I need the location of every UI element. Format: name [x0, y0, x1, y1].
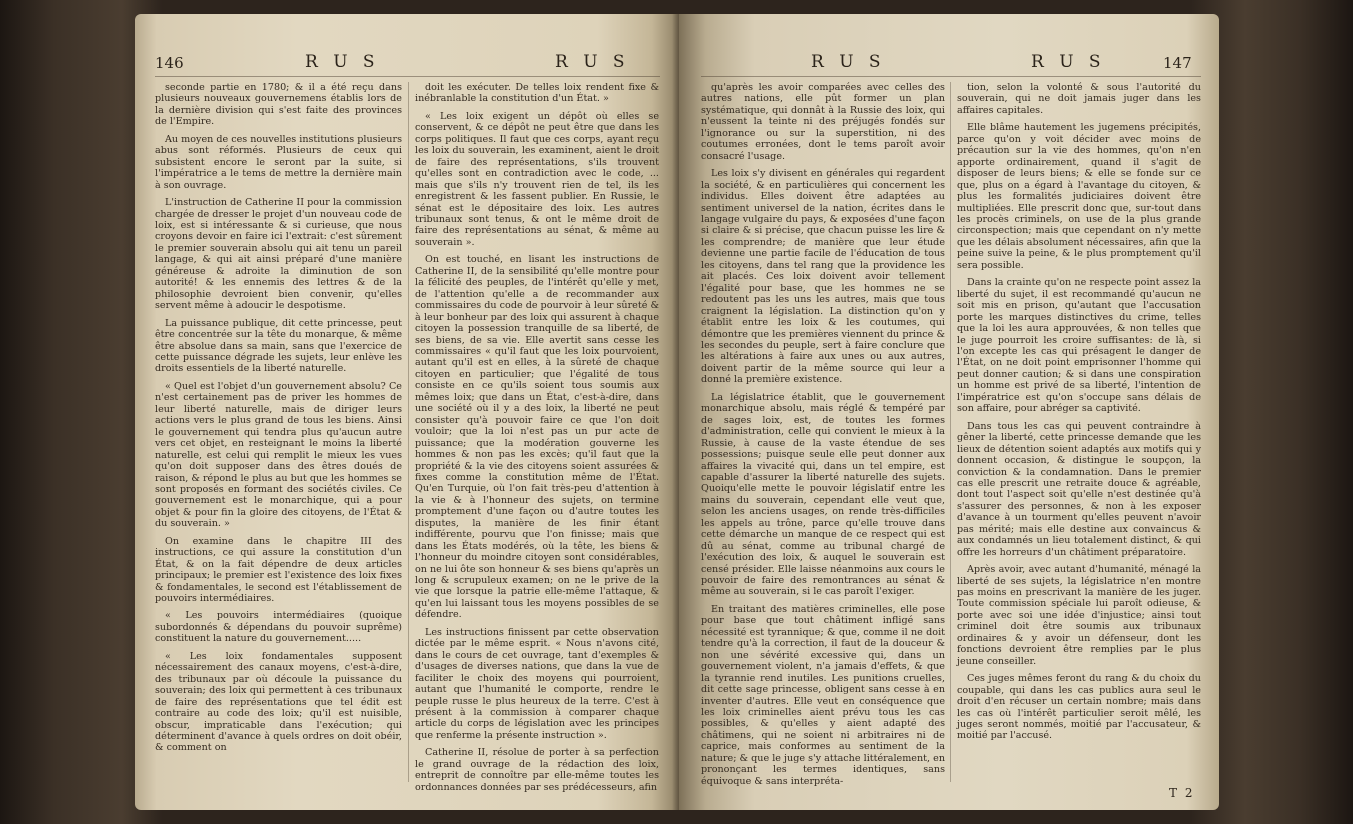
paragraph: En traitant des matières criminelles, elle pose pour base que tout châtiment infligé sans nécessité est tyrannique; & que, comme il ne doit tendre qu'à la correction, il faut de la douceur & non une sévérité excessive qui, dans un gouvernement violent, n'a jamais d'effets, & que la tyrannie rend inutiles. Les punitions cruelles, dit cette sage princesse, obligent sans cesse à en inventer d'autres. Elle veut en conséquence que les loix criminelles aient prévu tous les cas possibles, & qu'elles y aient adapté des châtimens, qui ne soient ni arbitraires ni de caprice, mais conformes au sentiment de la nature; & que le juge s'y attache littéralement, en prononçant les termes identiques, sans équivoque & sans interpréta-: [701, 603, 945, 787]
page-number: 146: [155, 54, 184, 72]
paragraph: « Quel est l'objet d'un gouvernement absolu? Ce n'est certainement pas de priver les hommes de leur liberté naturelle, mais de diriger leurs actions vers le plus grand de tous les biens. Ainsi le gouvernement qui tendra plus qu'aucun autre vers cet objet, en resteignant le moins la liberté naturelle, est celui qui remplit le mieux les vues qu'on doit supposer dans des êtres doués de raison, & répond le plus au but que les hommes se sont proposés en formant des sociétés civiles. Ce gouvernement est le monarchique, qui a pour objet & pour fin la gloire des citoyens, de l'État & du souverain. »: [155, 380, 402, 530]
paragraph: tion, selon la volonté & sous l'autorité du souverain, qui ne doit jamais juger dans les affaires capitales.: [957, 82, 1201, 116]
running-head: R U S: [305, 52, 380, 72]
running-head: R U S: [555, 52, 630, 72]
running-head: R U S: [1031, 52, 1106, 72]
paragraph: doit les exécuter. De telles loix rendent fixe & inébranlable la constitution d'un État. »: [415, 82, 659, 105]
paragraph: On examine dans le chapitre III des instructions, ce qui assure la constitution d'un État, & on la fait dépendre de deux articles principaux; le premier est l'existence des loix fixes & fondamentales, le second est l'établissement de pouvoirs intermédiaires.: [155, 535, 402, 605]
right-page-header: [701, 52, 1201, 76]
paragraph: La législatrice établit, que le gouvernement monarchique absolu, mais réglé & tempéré par de sages loix, est, de toutes les formes d'administration, celle qui convient le mieux à la Russie, à cause de la vaste étendue de ses possessions; puisque seule elle peut donner aux affaires la vivacité qui, dans un tel empire, est capable d'assurer la liberté naturelle des sujets. Quoiqu'elle mette le pouvoir législatif entre les mains du souverain, cependant elle veut que, selon les anciens usages, on rende très-difficiles les appels au trône, parce qu'elle trouve dans cette démarche un manque de ce respect qui est dû au sénat, comme au tribunal chargé de l'exécution des loix, & auquel le souverain est censé présider. Elle laisse néanmoins aux cours le pouvoir de faire des remontrances au sénat & même au souverain, si le cas paroît l'exiger.: [701, 391, 945, 598]
paragraph: L'instruction de Catherine II pour la commission chargée de dresser le projet d'un nouveau code de loix, est si intéressante & si curieuse, que nous croyons devoir en faire ici l'extrait: c'est sûrement le premier souverain absolu qui ait tenu un pareil langage, & qui ait ainsi préparé d'une manière généreuse & adroite la diminution de son autorité! & les ennemis des lettres & de la philosophie devroient bien convenir, qu'elles servent même à adoucir le despotisme.: [155, 197, 402, 312]
paragraph: Ces juges mêmes feront du rang & du choix du coupable, qui dans les cas publics aura seul le droit d'en récuser un certain nombre; mais dans les cas où l'intérêt particulier seroit mêlé, les juges seront nommés, moitié par l'accusateur, & moitié par l'accusé.: [957, 673, 1201, 742]
paragraph: qu'après les avoir comparées avec celles des autres nations, elle pût former un plan systématique, qui donnât à la Russie des loix, qui n'eussent la teinte ni des préjugés fondés sur l'ignorance ou sur la superstition, ni des coutumes erronées, dont le tems paroît avoir consacré l'usage.: [701, 82, 945, 162]
right-column-1: [701, 82, 945, 793]
right-column-2: [957, 82, 1201, 748]
paragraph: On est touché, en lisant les instructions de Catherine II, de la sensibilité qu'elle montre pour la félicité des peuples, de l'intérêt qu'elle y met, de l'attention qu'elle a de recommander aux commissaires du code de pourvoir à leur sûreté & à leur bonheur par des loix qui assurent à chaque citoyen la possession tranquille de sa liberté, de ses biens, de sa vie. Elle avertit sans cesse les commissaires « qu'il faut que les loix pourvoient, autant qu'il est en elles, à la sûreté de chaque citoyen en particulier; que l'égalité de tous consiste en ce qu'ils soient tous soumis aux mêmes loix; que dans un État, c'est-à-dire, dans une société où il y a des loix, la liberté ne peut consister qu'à pouvoir faire ce que l'on doit vouloir; que la loi n'est pas un pur acte de puissance; que la modération gouverne les hommes & non pas les excès; qu'il faut que la propriété & la vie des citoyens soient assurées & fixes comme la constitution même de l'État. Qu'en Turquie, où l'on fait très-peu d'attention à la vie & à l'honneur des sujets, on termine promptement d'une façon ou d'autre toutes les disputes, la manière de les finir étant indifférente, pourvu que l'on finisse; mais que dans les États modérés, où la tête, les biens & l'honneur du moindre citoyen sont considérables, on ne lui ôte son honneur & ses biens qu'après un long & scrupuleux examen; on ne le prive de la vie que lorsque la patrie elle-même l'attaque, & qu'en lui laissant tous les moyens possibles de se défendre.: [415, 254, 659, 621]
signature-mark: T 2: [1169, 786, 1195, 800]
right-page: [679, 14, 1219, 810]
left-column-1: [155, 82, 402, 760]
paragraph: « Les loix fondamentales supposent nécessairement des canaux moyens, c'est-à-dire, des tribunaux par où découle la puissance du souverain; des loix qui permettent à ces tribunaux de faire des représentations que tel édit est contraire au code des loix; qu'il est nuisible, obscur, impraticable dans l'exécution; qui déterminent d'avance à quels ordres on doit obéir, & comment on: [155, 650, 402, 754]
page-number: 147: [1163, 54, 1192, 72]
paragraph: Les instructions finissent par cette observation dictée par le même esprit. « Nous n'avons cité, dans le cours de cet ouvrage, tant d'exemples & d'usages de diverses nations, que dans la vue de faciliter le choix des moyens qui pourroient, autant que l'humanité le comporte, rendre le peuple russe le plus heureux de la terre. C'est à présent à la commission à comparer chaque article du corps de législation avec les principes que renferme la présente instruction ».: [415, 626, 659, 741]
paragraph: Après avoir, avec autant d'humanité, ménagé la liberté de ses sujets, la législatrice n'en montre pas moins en prescrivant la manière de les juger. Toute commission spéciale lui paroît odieuse, & porte avec soi une idée d'injustice; ainsi tout criminel doit être soumis aux tribunaux ordinaires & y avoir un défenseur, dont les fonctions devroient être remplies par le plus jeune conseiller.: [957, 564, 1201, 667]
header-rule: [701, 76, 1201, 77]
paragraph: « Les loix exigent un dépôt où elles se conservent, & ce dépôt ne peut être que dans les corps politiques. Il faut que ces corps, ayant reçu les loix du souverain, les examinent, aient le droit de faire des représentations, s'ils trouvent qu'elles sont en contradiction avec le code, ... mais que s'ils n'y trouvent rien de tel, ils les enregistrent & les fassent publier. En Russie, le sénat est le dépositaire des loix. Les autres tribunaux sont tenus, & ont le même droit de faire des représentations au sénat, & même au souverain ».: [415, 110, 659, 248]
paragraph: Catherine II, résolue de porter à sa perfection le grand ouvrage de la rédaction des loix, entreprit de connoître par elle-même toutes les ordonnances données par ses prédécesseurs, afin: [415, 747, 659, 793]
paragraph: Elle blâme hautement les jugemens précipités, parce qu'on y voit décider avec moins de précaution sur la vie des hommes, qu'on n'en apporte ordinairement, quand il s'agit de disposer de leurs biens; & elle se fonde sur ce que, plus on a égard à l'avantage du citoyen, & plus les formalités judiciaires doivent être multipliées. Elle prescrit donc que, sur-tout dans les procès criminels, on use de la plus grande circonspection; mais que cependant on n'y mette que les délais absolument nécessaires, afin que la peine suive la peine, & le plus promptement qu'il sera possible.: [957, 122, 1201, 271]
paragraph: seconde partie en 1780; & il a été reçu dans plusieurs nouveaux gouvernemens établis lors de la dernière division qui s'est faite des provinces de l'Empire.: [155, 82, 402, 128]
column-divider: [950, 82, 951, 782]
paragraph: La puissance publique, dit cette princesse, peut être concentrée sur la tête du monarque, & même être absolue dans sa main, sans que l'exercice de cette puissance dégrade les sujets, leur enlève les droits essentiels de la liberté naturelle.: [155, 317, 402, 375]
paragraph: Les loix s'y divisent en générales qui regardent la société, & en particulières qui concernent les individus. Elles doivent être adaptées au sentiment universel de la nation, écrites dans le langage vulgaire du pays, & exposées d'une façon si claire & si précise, que chacun puisse les lire & les comprendre; de manière que leur étude devienne une partie facile de l'éducation de tous les citoyens, dans tel rang que la providence les ait placés. Ces loix doivent avoir tellement l'égalité pour base, que les hommes ne se redoutent pas les uns les autres, mais que tous craignent la législation. La distinction qu'on y établit entre les loix & les coutumes, qui démontre que les premières viennent du prince & les secondes du peuple, sert à faire conclure que les altérations à faire aux unes ou aux autres, doivent partir de la même source qui leur a donné la première existence.: [701, 168, 945, 386]
running-head: R U S: [811, 52, 886, 72]
left-page: [135, 14, 679, 810]
paragraph: Dans tous les cas qui peuvent contraindre à gêner la liberté, cette princesse demande que les lieux de détention soient adaptés aux motifs qui y donnent occasion, & distingue le soupçon, la conviction & la condamnation. Dans le premier cas elle prescrit une retraite douce & agréable, dont tout l'aspect soit qu'elle n'est destinée qu'à s'assurer des personnes, & non à les exposer d'avance à un tourment qu'elles peuvent n'avoir pas mérité; mais elle destine aux convaincus & aux condamnés un lieu totalement distinct, & qui offre les horreurs d'un châtiment préparatoire.: [957, 420, 1201, 558]
paragraph: Dans la crainte qu'on ne respecte point assez la liberté du sujet, il est recommandé qu'aucun ne soit mis en prison, qu'autant que l'accusation porte les marques distinctives du crime, telles que la loi les aura approuvées, & non telles que le juge pourroit les croire suffisantes: de là, si l'on excepte les cas qui présagent le danger de l'État, on ne doit point emprisonner l'homme qui peut donner caution; & si dans une conspiration un homme est privé de sa liberté, l'intention de l'impératrice est qu'on s'occupe sans délais de son affaire, pour abréger sa captivité.: [957, 277, 1201, 415]
column-divider: [408, 82, 409, 782]
left-column-2: [415, 82, 659, 799]
paragraph: « Les pouvoirs intermédiaires (quoique subordonnés & dépendans du pouvoir suprême) constituent la nature du gouvernement.....: [155, 610, 402, 645]
paragraph: Au moyen de ces nouvelles institutions plusieurs abus sont réformés. Plusieurs de ceux qui subsistent encore le seront par la suite, si l'impératrice a le tems de mettre la dernière main à son ouvrage.: [155, 133, 402, 191]
header-rule: [155, 76, 660, 77]
left-page-header: [155, 52, 655, 76]
